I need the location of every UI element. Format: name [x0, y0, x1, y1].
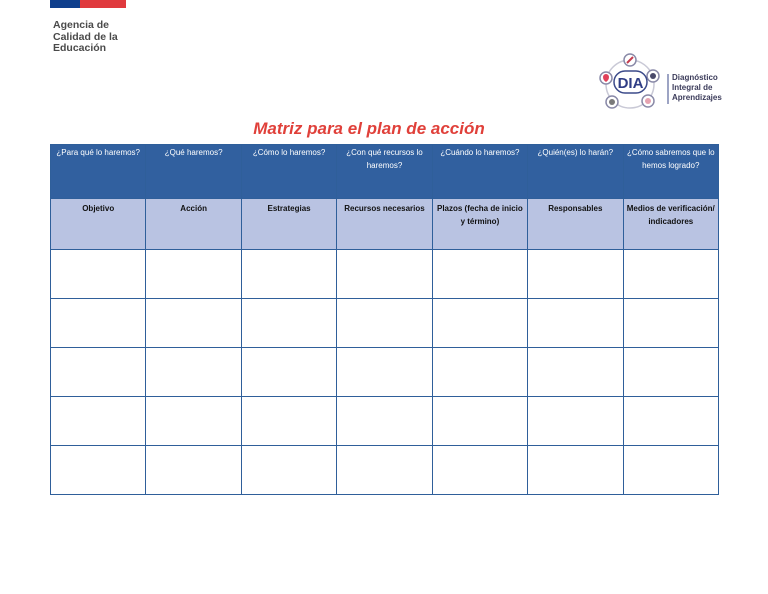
table-cell[interactable]	[146, 446, 241, 495]
question-cell: ¿Cuándo lo haremos?	[432, 145, 527, 199]
table-cell[interactable]	[51, 446, 146, 495]
table-cell[interactable]	[146, 397, 241, 446]
table-cell[interactable]	[337, 250, 432, 299]
chile-flag-stripe	[50, 0, 126, 8]
header-cell: Responsables	[528, 199, 623, 250]
question-cell: ¿Cómo lo haremos?	[241, 145, 336, 199]
dia-logo-text	[672, 73, 722, 103]
agency-logo-text	[53, 20, 173, 55]
header-cell: Medios de verificación/ indicadores	[623, 199, 718, 250]
table-cell[interactable]	[623, 299, 718, 348]
table-cell[interactable]	[528, 348, 623, 397]
table-cell[interactable]	[623, 250, 718, 299]
dia-line-1: Diagnóstico	[672, 73, 718, 82]
flag-red-block	[80, 0, 126, 8]
table-cell[interactable]	[241, 348, 336, 397]
table-cell[interactable]	[623, 446, 718, 495]
table-cell[interactable]	[51, 250, 146, 299]
table-cell[interactable]	[146, 348, 241, 397]
question-cell: ¿Con qué recursos lo haremos?	[337, 145, 432, 199]
question-cell: ¿Quién(es) lo harán?	[528, 145, 623, 199]
dia-line-2: Integral de	[672, 83, 713, 92]
table-cell[interactable]	[432, 397, 527, 446]
table-cell[interactable]	[432, 299, 527, 348]
agency-line-1: Agencia de	[53, 19, 110, 31]
table-cell[interactable]	[241, 299, 336, 348]
table-cell[interactable]	[51, 348, 146, 397]
table-row	[51, 446, 719, 495]
header-cell: Objetivo	[51, 199, 146, 250]
table-cell[interactable]	[241, 397, 336, 446]
table-cell[interactable]	[146, 250, 241, 299]
dia-mark: DIA	[617, 75, 644, 92]
dia-line-3: Aprendizajes	[672, 93, 722, 102]
table-cell[interactable]	[528, 446, 623, 495]
table-cell[interactable]	[623, 397, 718, 446]
table-cell[interactable]	[51, 299, 146, 348]
flag-blue-block	[50, 0, 80, 8]
agency-line-2: Calidad de la	[53, 30, 118, 43]
table-cell[interactable]	[337, 348, 432, 397]
agency-line-3: Educación	[53, 42, 107, 54]
table-cell[interactable]	[623, 348, 718, 397]
table-cell[interactable]	[528, 250, 623, 299]
header-row	[51, 199, 719, 250]
table-row	[51, 299, 719, 348]
table-row	[51, 250, 719, 299]
table-cell[interactable]	[241, 446, 336, 495]
header-cell: Recursos necesarios	[337, 199, 432, 250]
header-cell: Acción	[146, 199, 241, 250]
table-cell[interactable]	[337, 299, 432, 348]
table-cell[interactable]	[337, 446, 432, 495]
table-cell[interactable]	[432, 446, 527, 495]
table-cell[interactable]	[528, 299, 623, 348]
question-cell: ¿Qué haremos?	[146, 145, 241, 199]
question-row	[51, 145, 719, 199]
table-row	[51, 397, 719, 446]
table-row	[51, 348, 719, 397]
question-cell: ¿Cómo sabremos que lo hemos logrado?	[623, 145, 718, 199]
page-title: Matriz para el plan de acción	[253, 119, 485, 138]
header-cell: Estrategias	[241, 199, 336, 250]
table-cell[interactable]	[51, 397, 146, 446]
table-cell[interactable]	[432, 348, 527, 397]
table-cell[interactable]	[432, 250, 527, 299]
table-cell[interactable]	[241, 250, 336, 299]
table-cell[interactable]	[146, 299, 241, 348]
header-cell: Plazos (fecha de inicio y término)	[432, 199, 527, 250]
question-cell: ¿Para qué lo haremos?	[51, 145, 146, 199]
table-cell[interactable]	[337, 397, 432, 446]
action-plan-matrix	[50, 144, 719, 495]
table-cell[interactable]	[528, 397, 623, 446]
